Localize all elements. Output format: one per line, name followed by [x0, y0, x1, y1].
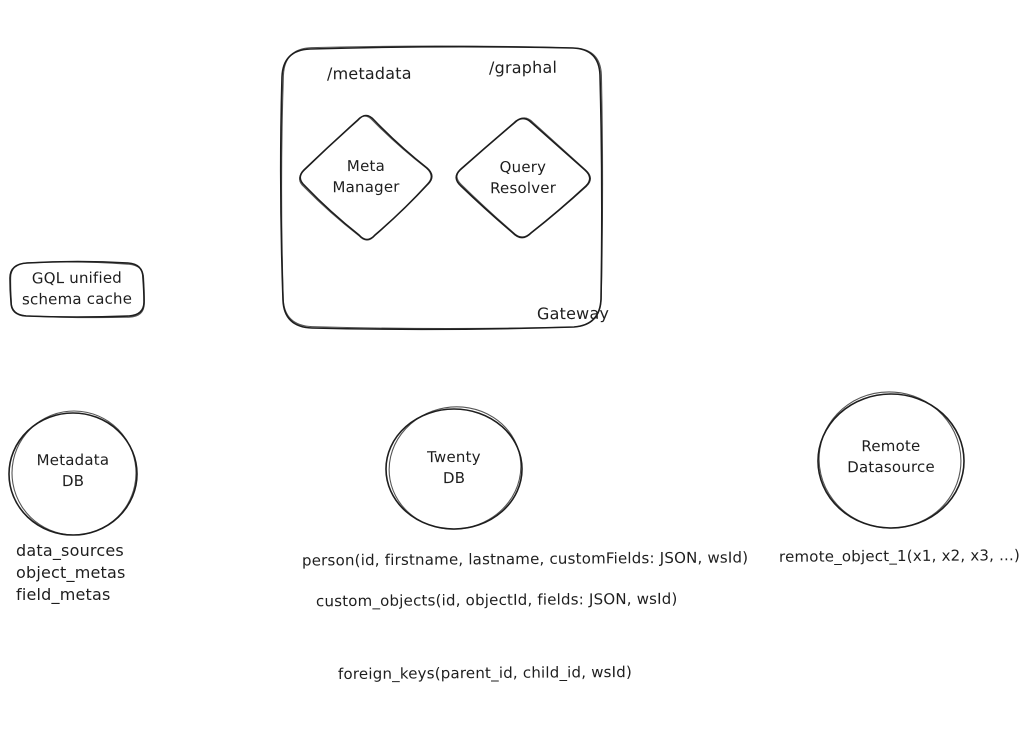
table-def-remote-object: remote_object_1(x1, x2, x3, ...)	[778, 546, 1021, 566]
metadata-db-label: Metadata DB	[36, 450, 110, 491]
metadata-db-tables	[16, 540, 126, 606]
route-graphql-label: /graphal	[488, 57, 558, 78]
table-def-person: person(id, firstname, lastname, customFields: JSON, wsId)	[301, 548, 749, 570]
table-def-custom-objects: custom_objects(id, objectId, fields: JSON, wsId)	[315, 589, 678, 611]
gateway-label: Gateway	[536, 303, 610, 324]
table-name-object-metas: object_metas	[16, 563, 126, 582]
table-name-data-sources: data_sources	[16, 541, 124, 560]
cache-box-label: GQL unified schema cache	[21, 268, 133, 309]
table-name-field-metas: field_metas	[16, 585, 111, 604]
query-resolver-label: Query Resolver	[489, 157, 557, 198]
remote-datasource-label: Remote Datasource	[847, 436, 935, 477]
table-def-foreign-keys: foreign_keys(parent_id, child_id, wsId)	[337, 662, 633, 684]
twenty-db-label: Twenty DB	[427, 447, 481, 488]
meta-manager-label: Meta Manager	[332, 156, 400, 197]
route-metadata-label: /metadata	[326, 63, 412, 84]
